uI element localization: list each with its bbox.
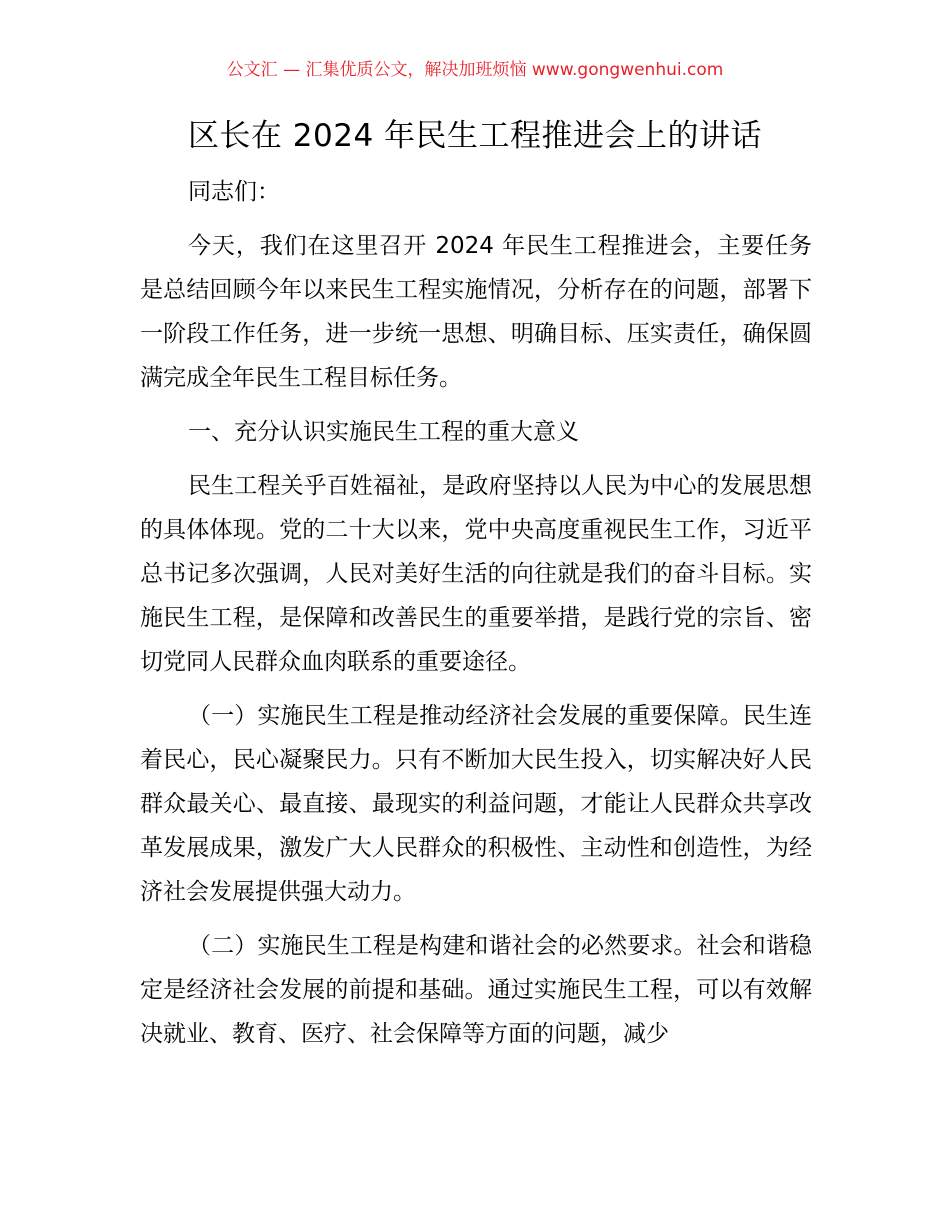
section-heading-1: 一、充分认识实施民生工程的重大意义 <box>188 419 579 445</box>
paragraph-significance: 民生工程关乎百姓福祉，是政府坚持以人民为中心的发展思想的具体体现。党的二十大以来，党中央高度重视民生工作，习近平总书记多次强调，人民对美好生活的向往就是我们的奋斗目标。实施民生工程，是保障和改善民生的重要举措，是践行党的宗旨、密切党同人民群众血肉联系的重要途径。 <box>140 473 812 675</box>
paragraph-subsection-1: （一）实施民生工程是推动经济社会发展的重要保障。民生连着民心，民心凝聚民力。只有不断加大民生投入，切实解决好人民群众最关心、最直接、最现实的利益问题，才能让人民群众共享改革发展成果，激发广大人民群众的积极性、主动性和创造性，为经济社会发展提供强大动力。 <box>140 703 812 905</box>
watermark-banner: 公文汇 — 汇集优质公文，解决加班烦恼 www.gongwenhui.com <box>226 60 724 80</box>
document-body <box>140 170 812 1066</box>
paragraph-subsection-2: （二）实施民生工程是构建和谐社会的必然要求。社会和谐稳定是经济社会发展的前提和基础。通过实施民生工程，可以有效解决就业、教育、医疗、社会保障等方面的问题，减少 <box>140 933 812 1047</box>
paragraph-intro: 今天，我们在这里召开 2024 年民生工程推进会，主要任务是总结回顾今年以来民生工程实施情况，分析存在的问题，部署下一阶段工作任务，进一步统一思想、明确目标、压实责任，确保圆满完成全年民生工程目标任务。 <box>140 233 812 391</box>
document-title: 区长在 2024 年民生工程推进会上的讲话 <box>187 118 763 154</box>
salutation: 同志们： <box>188 179 280 205</box>
